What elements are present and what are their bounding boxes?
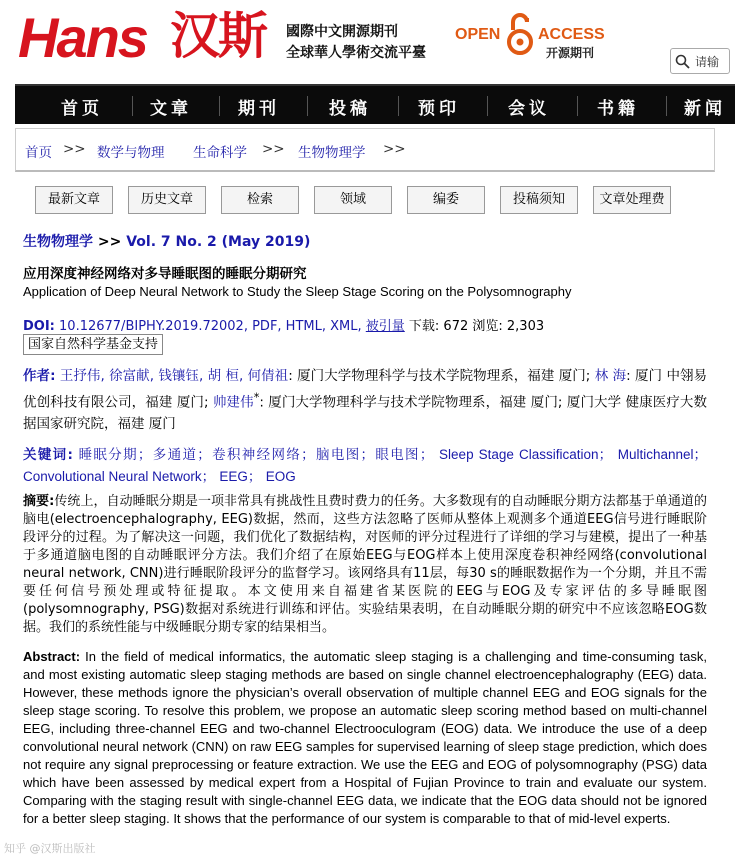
search-placeholder: 请输 [695,55,720,69]
nav-news[interactable]: 新闻 [684,99,726,119]
breadcrumb-math-physics[interactable]: 数学与物理 [97,145,165,161]
breadcrumb [15,128,715,172]
open-access-logo [455,10,635,66]
main-nav [15,84,735,124]
apc-button[interactable]: 文章处理费 [593,186,671,214]
keyword-eog[interactable]: EOG [265,469,296,484]
search-input[interactable] [670,48,730,74]
article-title-en: Application of Deep Neural Network to Study the Sleep Stage Scoring on the Polysomnography [23,284,572,299]
author-link-shuai[interactable]: 帅建伟 [212,394,254,411]
search-button[interactable]: 检索 [221,186,299,214]
nav-journals[interactable]: 期刊 [238,99,280,119]
nav-submit[interactable]: 投稿 [329,99,371,119]
keyword-cnn[interactable]: Convolutional Neural Network； [23,469,216,484]
journal-volume-line: 生物物理学 >> Vol. 7 No. 2 (May 2019) [23,234,311,250]
abstract-cn-text: 传统上，自动睡眠分期是一项非常具有挑战性且费时费力的任务。大多数现有的自动睡眠分期方法都基于单通道的脑电(electroencephalography, EEG)数据，然而，这些方法忽略了医师从整体上观测多个通道EEG信号进行睡眠阶段评分的过程。为了解决这一问题，我们优化了数据结构，对医师的评分过程进行了详细的学习与建模，提出了一种基于多通道脑电图的自动睡眠评分方法。我们介绍了在原始EEG与EOG样本上使用深度卷积神经网络(convolutional neural network, CNN)进行睡眠阶段评分的监督学习。该网络具有11层，每30 s的睡眠数据作为一个分期，并且不需要任何信号预处理或特征提取。本文使用来自福建省某医院的EEG与EOG及专家评估的多导睡眠图(polysomnography, PSG)数据对系统进行训练和评估。实验结果表明，在自动睡眠分期的研究中不应该忽略EOG数据。我们的系统性能与中级睡眠分期专家的结果相当。 [23,494,707,635]
editorial-board-button[interactable]: 编委 [407,186,485,214]
journal-name-link[interactable]: 生物物理学 [23,234,93,250]
keyword-links-cn[interactable]: 睡眠分期；多通道；卷积神经网络；脑电图；眼电图； [78,447,434,463]
past-articles-button[interactable]: 历史文章 [128,186,206,214]
author-link-lin[interactable]: 林 海 [594,368,627,384]
abstract-en [23,648,707,828]
doi-line [23,315,544,334]
open-lock-icon [505,12,535,60]
oa-cn-text: 开源期刊 [546,46,595,60]
keyword-sleep-stage[interactable]: Sleep Stage Classification； [439,447,613,462]
tagline [286,22,426,64]
volume-link[interactable]: Vol. 7 No. 2 (May 2019) [126,234,311,250]
author-links-1[interactable]: 王抒伟, 徐富献, 钱镶钰, 胡 桓, 何倩祖 [59,368,289,384]
abstract-en-text: In the field of medical informatics, the automatic sleep staging is a challenging and time-consuming task, and most existing automatic sleep staging methods are based on single channel electroencephalography (EEG) data. However, these methods ignore the physician’s overall observation of multiple channel EEG and EOG signals for the sleep stage scoring. To resolve this problem, we propose an automatic sleep scoring method based on multi-channel EEG, including three-channel EEG and two-channel Electrooculogram (EOG) data. We introduce the use of a deep convolutional neural network (CNN) on raw EEG samples for supervised learning of sleep stage prediction, which does not require any signal preprocessing or feature extraction. We use the EEG and EOG of polysomnography (PSG) data which have been assessed by medical expert from a Hospital of Fujian Province to train and evaluate our system. Comparing with the staging result with single-channel EEG data, we indicate that the EOG data should not be ignored for a better sleep staging. It shows that the performance of our system is comparable to that of mid-level experts. [23,649,707,826]
oa-access-text: ACCESS [538,26,605,43]
keywords-label: 关键词: [23,447,73,463]
abstract-cn [23,493,707,637]
tagline-line-2: 全球華人學術交流平臺 [286,45,426,61]
site-header [0,0,719,84]
view-count: 浏览: 2,303 [472,319,545,334]
doi-label: DOI: [23,319,55,334]
breadcrumb-biophysics[interactable]: 生物物理学 [298,145,366,161]
keywords-block [23,444,707,488]
breadcrumb-sep: >> [262,141,285,157]
download-count: 下载: 672 [408,319,469,334]
nav-conference[interactable]: 会议 [508,99,550,119]
article-title-cn: 应用深度神经网络对多导睡眠图的睡眠分期研究 [23,266,307,282]
doi-link[interactable]: 10.12677/BIPHY.2019.72002, [59,319,248,334]
funding-badge: 国家自然科学基金支持 [23,334,163,355]
hans-logo[interactable]: Hans [18,6,147,69]
nav-books[interactable]: 书籍 [597,99,639,119]
breadcrumb-home[interactable]: 首页 [25,145,52,161]
tagline-line-1: 國際中文開源期刊 [286,24,398,40]
author-guidelines-button[interactable]: 投稿须知 [500,186,578,214]
oa-open-text: OPEN [455,26,501,43]
search-icon[interactable] [675,54,690,73]
watermark: 知乎 @汉斯出版社 [4,842,96,855]
breadcrumb-sep: >> [63,141,86,157]
breadcrumb-life-science[interactable]: 生命科学 [193,145,247,161]
format-links[interactable]: PDF, HTML, XML, [252,319,362,334]
nav-articles[interactable]: 文章 [150,99,192,119]
cited-by-link[interactable]: 被引量 [365,319,405,334]
abstract-en-label: Abstract: [23,649,81,664]
authors-block: 作者: 王抒伟, 徐富献, 钱镶钰, 胡 桓, 何倩祖: 厦门大学物理科学与技术学院物理系，福建 厦门; 林 海: 厦门 中翎易优创科技有限公司，福建 厦门; 帅建伟*: 厦门大学物理科学与技术学院物理系，福建 厦门; 厦门大学 健康医疗大数据国家研究院，福建 厦门 [23,368,708,432]
latest-articles-button[interactable]: 最新文章 [35,186,113,214]
breadcrumb-sep: >> [383,141,406,157]
abstract-cn-label: 摘要: [23,494,55,509]
keyword-eeg[interactable]: EEG； [219,469,262,484]
nav-home[interactable]: 首页 [61,99,103,119]
authors-label: 作者: [23,368,56,384]
hans-logo-cn[interactable]: 汉斯 [170,6,266,65]
keyword-multichannel[interactable]: Multichannel； [617,447,708,462]
nav-preprint[interactable]: 预印 [418,99,460,119]
field-button[interactable]: 领域 [314,186,392,214]
